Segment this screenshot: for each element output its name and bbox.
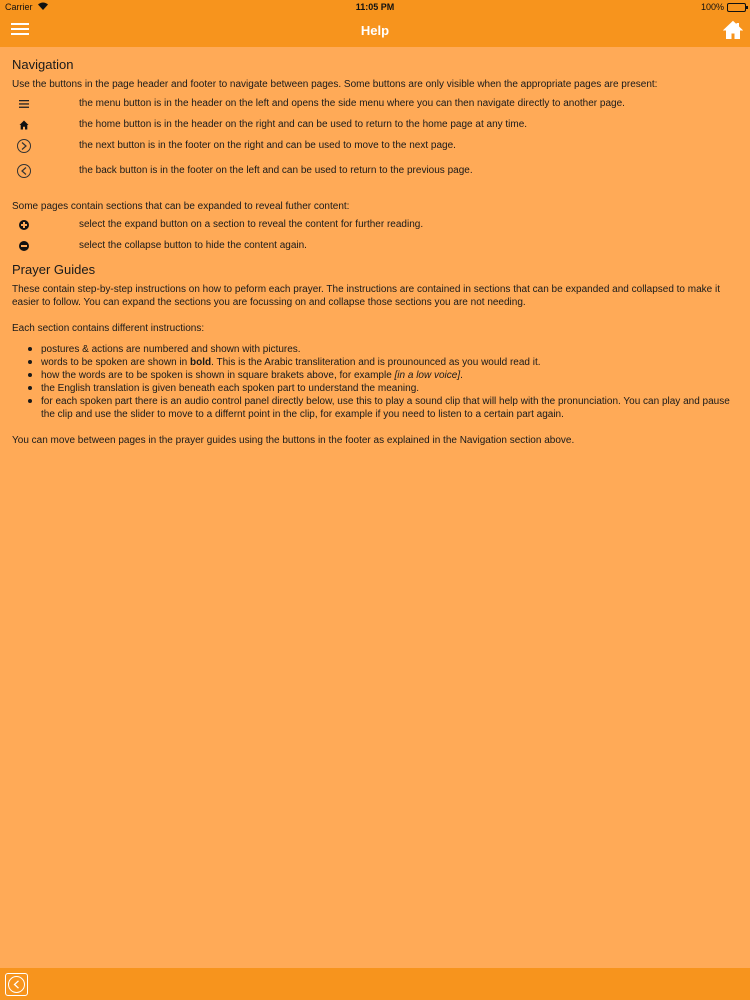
- expand-icon: [16, 217, 32, 233]
- list-item: words to be spoken are shown in bold. This is the Arabic transliteration and is prounounced as you would read it.: [28, 356, 740, 369]
- list-item: for each spoken part there is an audio control panel directly below, use this to play a sound clip that will help with the pronunciation. You can play and pause the clip and use the slider to move to a differnt point in the clip, for example if you need to listen to a certain part again.: [28, 395, 740, 421]
- help-row-back: [12, 163, 740, 200]
- header: [0, 14, 750, 47]
- list-item: how the words are to be spoken is shown in square brakets above, for example [in a low voice].: [28, 369, 740, 382]
- battery-icon: [727, 3, 746, 12]
- prayer-guides-intro: These contain step-by-step instructions on how to peform each prayer. The instructions are contained in sections that can be expanded and collapsed to make it easier to follow. You can expand the sections you are focussing on and collapse those sections you are not needing.: [12, 284, 721, 308]
- collapse-icon: [16, 238, 32, 254]
- help-row-collapse: [12, 238, 740, 259]
- help-text: the back button is in the footer on the left and can be used to return to the previous page.: [79, 165, 473, 176]
- navigation-intro: Use the buttons in the page header and footer to navigate between pages. Some buttons are only visible when the appropriate pages are present:: [12, 79, 658, 90]
- list-item: postures & actions are numbered and shown with pictures.: [28, 343, 740, 356]
- sections-intro: Some pages contain sections that can be expanded to reveal futher content:: [12, 201, 350, 212]
- carrier-label: Carrier: [5, 2, 33, 12]
- help-row-home: [12, 117, 740, 138]
- navigation-heading: Navigation: [12, 57, 74, 72]
- back-button[interactable]: [5, 973, 28, 996]
- help-row-next: [12, 138, 740, 163]
- status-time: 11:05 PM: [355, 2, 395, 12]
- footer: [0, 968, 750, 1000]
- help-text: the next button is in the footer on the right and can be used to move to the next page.: [79, 140, 456, 151]
- back-icon: [8, 976, 25, 993]
- back-icon: [16, 163, 32, 179]
- next-icon: [16, 138, 32, 154]
- help-text: the menu button is in the header on the left and opens the side menu where you can then navigate directly to another page.: [79, 98, 625, 109]
- menu-icon: [16, 96, 32, 112]
- prayer-guides-heading: Prayer Guides: [12, 262, 96, 277]
- help-row-expand: [12, 217, 740, 238]
- instructions-list: [28, 343, 740, 421]
- help-text: select the collapse button to hide the content again.: [79, 240, 307, 251]
- home-icon: [723, 20, 743, 40]
- home-button[interactable]: [723, 20, 743, 40]
- help-content: [12, 57, 740, 447]
- status-bar: [0, 0, 750, 14]
- page-title: Help: [360, 23, 390, 38]
- help-text: select the expand button on a section to reveal the content for further reading.: [79, 219, 424, 230]
- help-row-menu: [12, 96, 740, 117]
- each-section-text: Each section contains different instructions:: [12, 323, 205, 334]
- help-text: the home button is in the header on the right and can be used to return to the home page at any time.: [79, 119, 528, 130]
- list-item: the English translation is given beneath each spoken part to understand the meaning.: [28, 382, 740, 395]
- battery-percent: 100%: [700, 2, 724, 12]
- home-icon: [16, 117, 32, 133]
- prayer-guides-outro: You can move between pages in the prayer guides using the buttons in the footer as explained in the Navigation section above.: [12, 435, 575, 446]
